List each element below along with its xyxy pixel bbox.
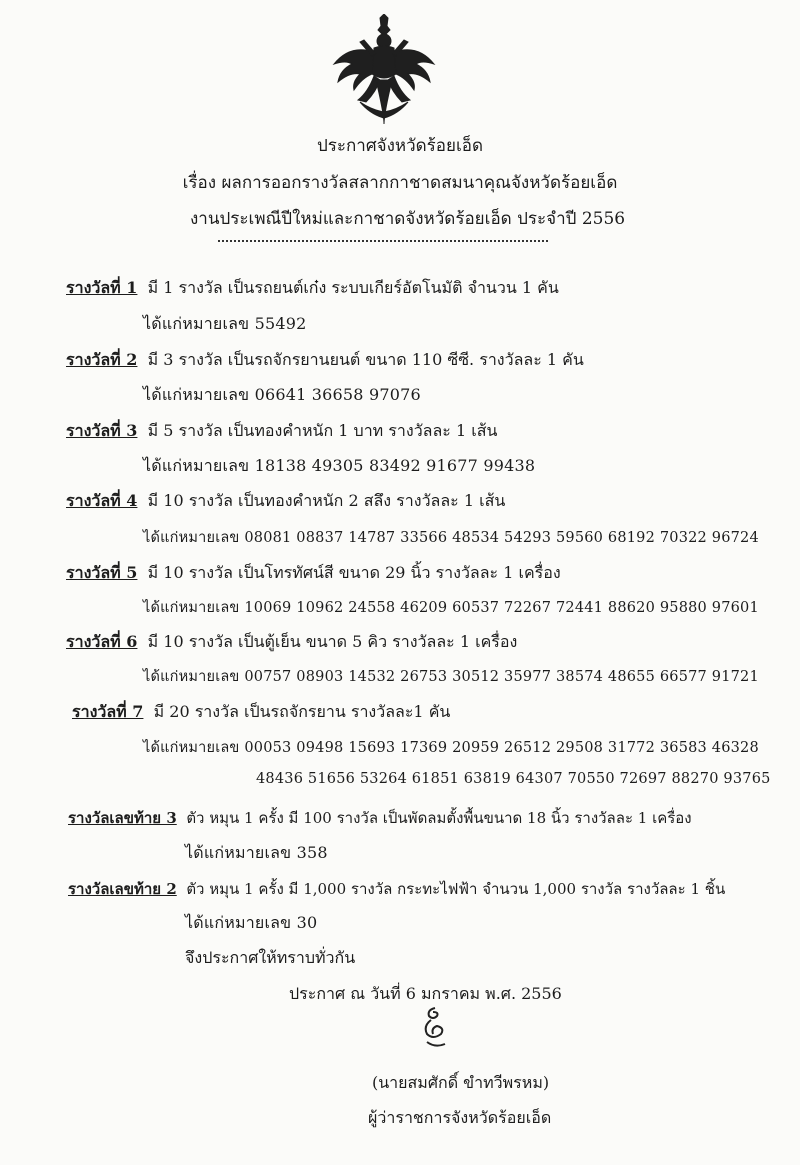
prize-last2-row <box>68 877 725 901</box>
prize-7-row <box>72 700 450 725</box>
prize-4-desc: มี 10 รางวัล เป็นทองคำหนัก 2 สลึง รางวัลละ 1 เส้น <box>147 491 506 510</box>
prize-6-desc: มี 10 รางวัล เป็นตู้เย็น ขนาด 5 คิว รางวัลละ 1 เครื่อง <box>147 632 518 651</box>
prize-1-row <box>66 276 559 301</box>
signer-position: ผู้ว่าราชการจังหวัดร้อยเอ็ด <box>368 1108 552 1127</box>
prize-5-desc: มี 10 รางวัล เป็นโทรทัศน์สี ขนาด 29 นิ้ว รางวัลละ 1 เครื่อง <box>147 563 561 582</box>
prize-2-label: รางวัลที่ 2 <box>66 350 138 369</box>
prize-2-winners: ได้แก่หมายเลข 06641 36658 97076 <box>143 385 421 404</box>
prize-last3-row <box>68 806 692 830</box>
prize-last3-desc: ตัว หมุน 1 ครั้ง มี 100 รางวัล เป็นพัดลมตั้งพื้นขนาด 18 นิ้ว รางวัลละ 1 เครื่อง <box>186 809 692 827</box>
prize-7-winners: ได้แก่หมายเลข 00053 09498 15693 17369 20959 26512 29508 31772 36583 46328 <box>143 740 759 756</box>
prize-last2-winners: ได้แก่หมายเลข 30 <box>185 913 318 932</box>
prize-7-desc: มี 20 รางวัล เป็นรถจักรยาน รางวัลละ1 คัน <box>153 702 451 721</box>
prize-4-winners: ได้แก่หมายเลข 08081 08837 14787 33566 48534 54293 59560 68192 70322 96724 <box>143 530 759 546</box>
prize-3-desc: มี 5 รางวัล เป็นทองคำหนัก 1 บาท รางวัลละ 1 เส้น <box>147 421 498 440</box>
prize-7-label: รางวัลที่ 7 <box>72 702 144 721</box>
prize-5-winners: ได้แก่หมายเลข 10069 10962 24558 46209 60537 72267 72441 88620 95880 97601 <box>143 600 759 616</box>
signature-mark <box>419 1004 449 1050</box>
prize-4-row <box>66 489 505 514</box>
announcement-date: ประกาศ ณ วันที่ 6 มกราคม พ.ศ. 2556 <box>289 984 562 1003</box>
prize-last3-label: รางวัลเลขท้าย 3 <box>68 809 177 827</box>
prize-3-row <box>66 419 497 444</box>
prize-2-desc: มี 3 รางวัล เป็นรถจักรยานยนต์ ขนาด 110 ซีซี. รางวัลละ 1 คัน <box>147 350 584 369</box>
page-title: ประกาศจังหวัดร้อยเอ็ด <box>316 136 484 156</box>
prize-5-row <box>66 561 561 586</box>
prize-last2-desc: ตัว หมุน 1 ครั้ง มี 1,000 รางวัล กระทะไฟฟ้า จำนวน 1,000 รางวัล รางวัลละ 1 ชิ้น <box>186 880 726 898</box>
subtitle-line: งานประเพณีปีใหม่และกาชาดจังหวัดร้อยเอ็ด ประจำปี 2556 <box>190 209 626 229</box>
prize-7-winners-cont: 48436 51656 53264 61851 63819 64307 70550 72697 88270 93765 <box>256 771 771 787</box>
prize-4-label: รางวัลที่ 4 <box>66 491 138 510</box>
dotted-divider <box>218 240 548 242</box>
prize-3-winners: ได้แก่หมายเลข 18138 49305 83492 91677 99438 <box>143 456 536 475</box>
prize-1-label: รางวัลที่ 1 <box>66 278 138 297</box>
subject-line: เรื่อง ผลการออกรางวัลสลากกาชาดสมนาคุณจังหวัดร้อยเอ็ด <box>182 173 618 193</box>
prize-5-label: รางวัลที่ 5 <box>66 563 138 582</box>
prize-3-label: รางวัลที่ 3 <box>66 421 138 440</box>
garuda-emblem-icon <box>330 14 438 126</box>
prize-2-row <box>66 348 584 373</box>
prize-6-label: รางวัลที่ 6 <box>66 632 138 651</box>
prize-1-desc: มี 1 รางวัล เป็นรถยนต์เก๋ง ระบบเกียร์อัตโนมัติ จำนวน 1 คัน <box>147 278 559 297</box>
prize-last3-winners: ได้แก่หมายเลข 358 <box>185 843 328 862</box>
signer-name: (นายสมศักดิ์ ขำทวีพรหม) <box>372 1073 550 1092</box>
prize-1-winners: ได้แก่หมายเลข 55492 <box>143 314 307 333</box>
prize-6-row <box>66 630 517 655</box>
prize-last2-label: รางวัลเลขท้าย 2 <box>68 880 177 898</box>
prize-6-winners: ได้แก่หมายเลข 00757 08903 14532 26753 30512 35977 38574 48655 66577 91721 <box>143 669 759 685</box>
closing-text: จึงประกาศให้ทราบทั่วกัน <box>185 948 356 967</box>
